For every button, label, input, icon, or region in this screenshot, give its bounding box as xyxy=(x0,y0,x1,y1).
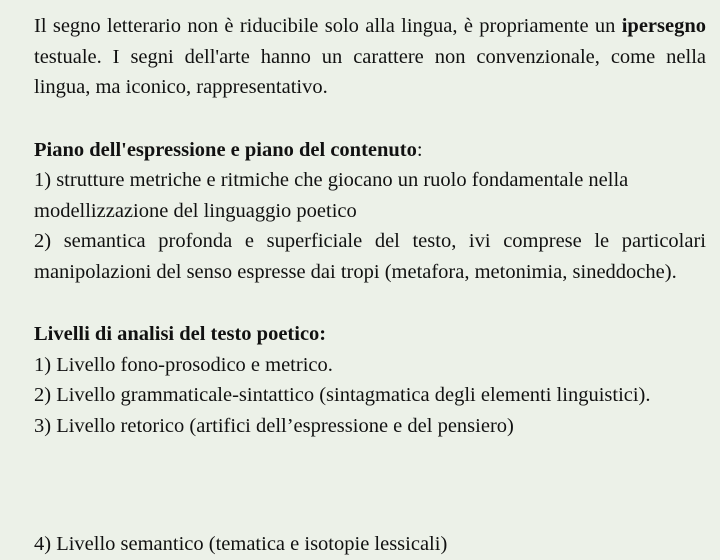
levels-item-3: 3) Livello retorico (artifici dell’espressione e del pensiero) xyxy=(34,414,514,437)
slide-text xyxy=(34,11,706,441)
levels-item-1: 1) Livello fono-prosodico e metrico. xyxy=(34,353,333,376)
ipersegno-term: ipersegno xyxy=(621,15,706,37)
planes-heading-colon: : xyxy=(416,138,423,161)
spacer xyxy=(34,287,706,319)
planes-heading-text: Piano dell'espressione e piano del contenuto xyxy=(34,138,417,161)
intro-paragraph xyxy=(34,11,706,103)
planes-heading xyxy=(34,135,706,166)
levels-item-2: 2) Livello grammaticale-sintattico (sintagmatica degli elementi linguistici). xyxy=(34,384,651,406)
spacer xyxy=(34,103,706,135)
intro-text-part1: Il segno letterario non è riducibile solo alla lingua, è propriamente un xyxy=(34,15,622,37)
levels-item-4-cutoff: 4) Livello semantico (tematica e isotopie lessicali) xyxy=(34,533,448,555)
intro-text-part2: testuale. I segni dell'arte hanno un carattere non convenzionale, come nella lingua, ma iconico, rappresentativo. xyxy=(34,45,706,98)
planes-item-1: 1) strutture metriche e ritmiche che giocano un ruolo fondamentale nella modellizzazione del linguaggio poetico xyxy=(34,169,629,222)
planes-item-2: 2) semantica profonda e superficiale del testo, ivi comprese le particolari manipolazioni del senso espresse dai tropi (metafora, metonimia, sineddoche). xyxy=(34,230,706,283)
levels-heading: Livelli di analisi del testo poetico: xyxy=(34,323,327,345)
